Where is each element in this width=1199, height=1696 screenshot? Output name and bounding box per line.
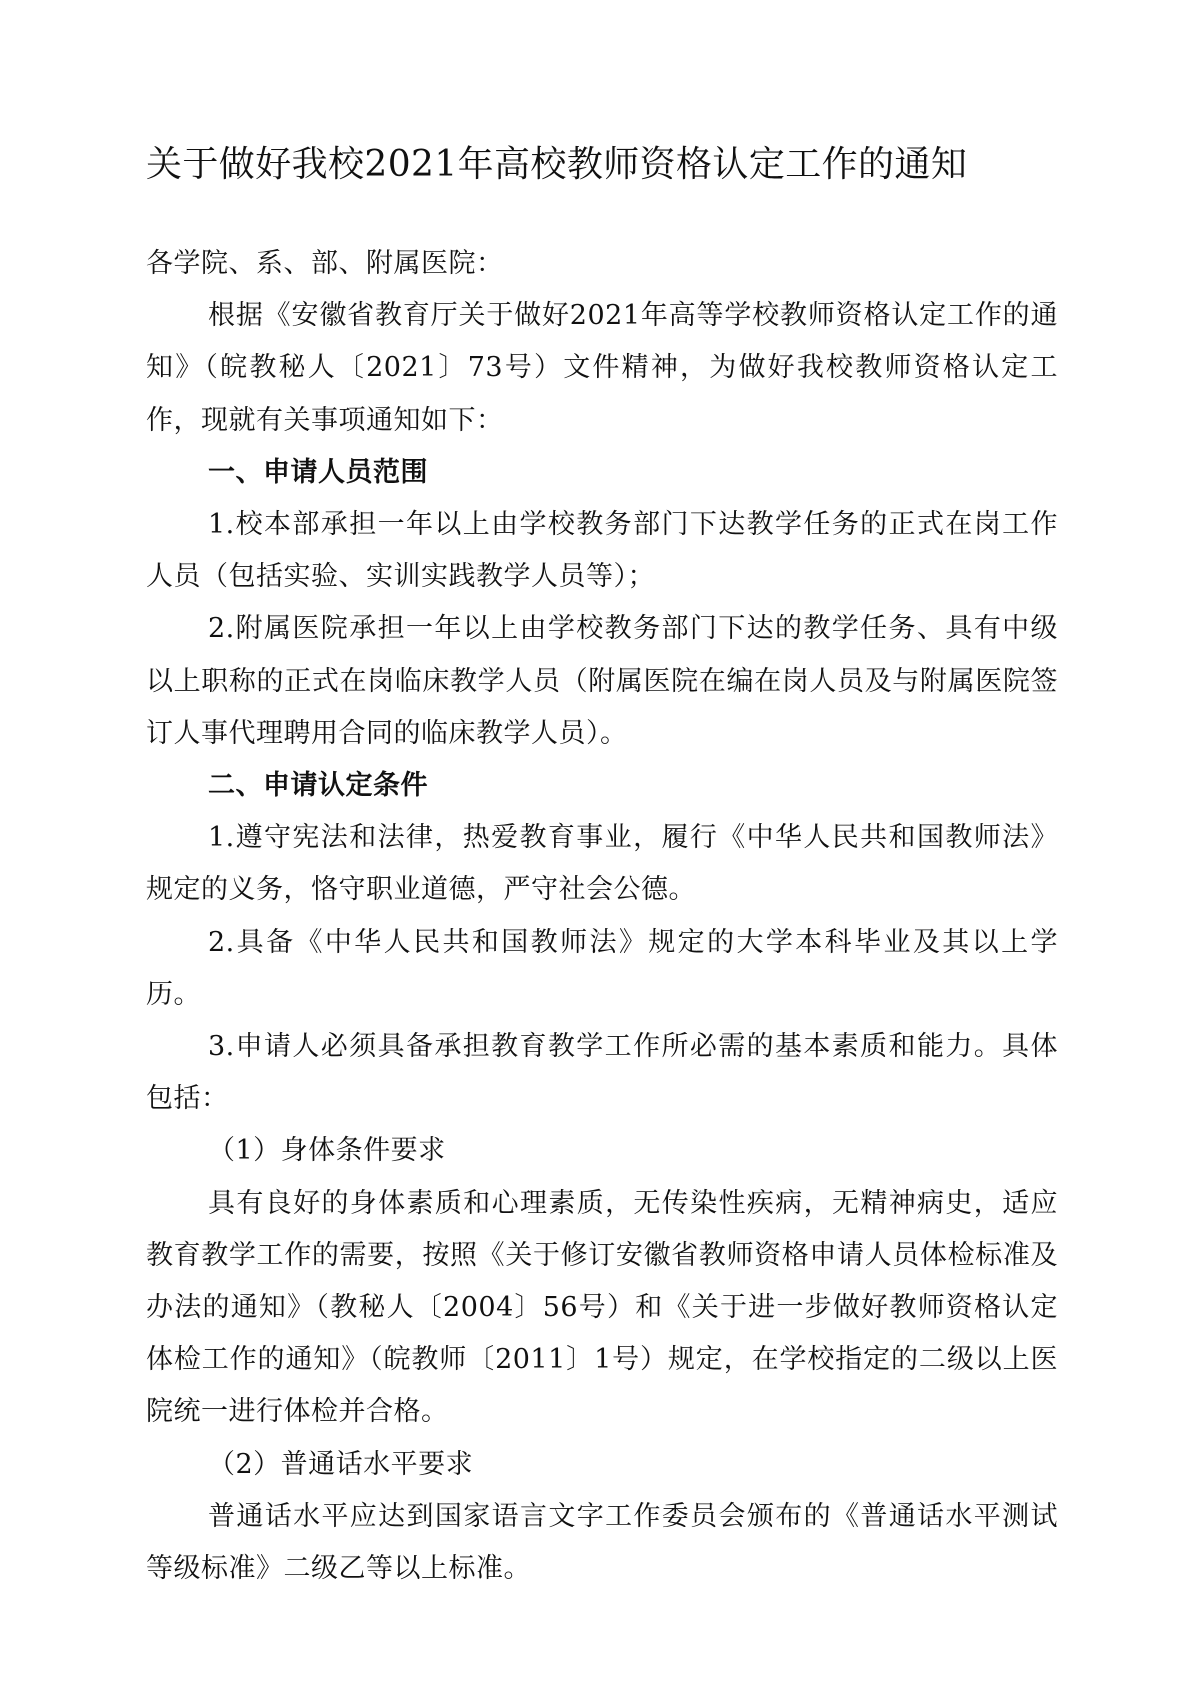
document-title: 关于做好我校2021年高校教师资格认定工作的通知 [146, 144, 968, 185]
section-2-item-1: 1.遵守宪法和法律，热爱教育事业，履行《中华人民共和国教师法》规定的义务，恪守职业道德，严守社会公德。 [146, 822, 1058, 906]
physical-requirement-text: 具有良好的身体素质和心理素质，无传染性疾病，无精神病史，适应教育教学工作的需要，按照《关于修订安徽省教师资格申请人员体检标准及办法的通知》（教秘人〔2004〕56号）和《关于进一步做好教师资格认定体检工作的通知》（皖教师〔2011〕1号）规定，在学校指定的二级以上医院统一进行体检并合格。 [146, 1187, 1058, 1428]
section-2-heading: 二、申请认定条件 [208, 770, 428, 802]
section-2-item-2: 2.具备《中华人民共和国教师法》规定的大学本科毕业及其以上学历。 [146, 926, 1058, 1010]
intro-paragraph: 根据《安徽省教育厅关于做好2021年高等学校教师资格认定工作的通知》（皖教秘人〔2021〕73号）文件精神，为做好我校教师资格认定工作，现就有关事项通知如下： [146, 300, 1058, 436]
mandarin-requirement-title: （2）普通话水平要求 [208, 1448, 474, 1480]
mandarin-requirement-text: 普通话水平应达到国家语言文字工作委员会颁布的《普通话水平测试等级标准》二级乙等以上标准。 [146, 1500, 1058, 1585]
section-2-item-3: 3.申请人必须具备承担教育教学工作所必需的基本素质和能力。具体包括： [146, 1031, 1058, 1115]
physical-requirement-title: （1）身体条件要求 [208, 1135, 446, 1167]
salutation: 各学院、系、部、附属医院： [146, 248, 504, 279]
section-1-heading: 一、申请人员范围 [208, 456, 428, 488]
document-body [146, 238, 1058, 1595]
section-1-item-2: 2.附属医院承担一年以上由学校教务部门下达的教学任务、具有中级以上职称的正式在岗临床教学人员（附属医院在编在岗人员及与附属医院签订人事代理聘用合同的临床教学人员）。 [146, 613, 1058, 749]
section-1-item-1: 1.校本部承担一年以上由学校教务部门下达教学任务的正式在岗工作人员（包括实验、实训实践教学人员等）； [146, 509, 1058, 593]
